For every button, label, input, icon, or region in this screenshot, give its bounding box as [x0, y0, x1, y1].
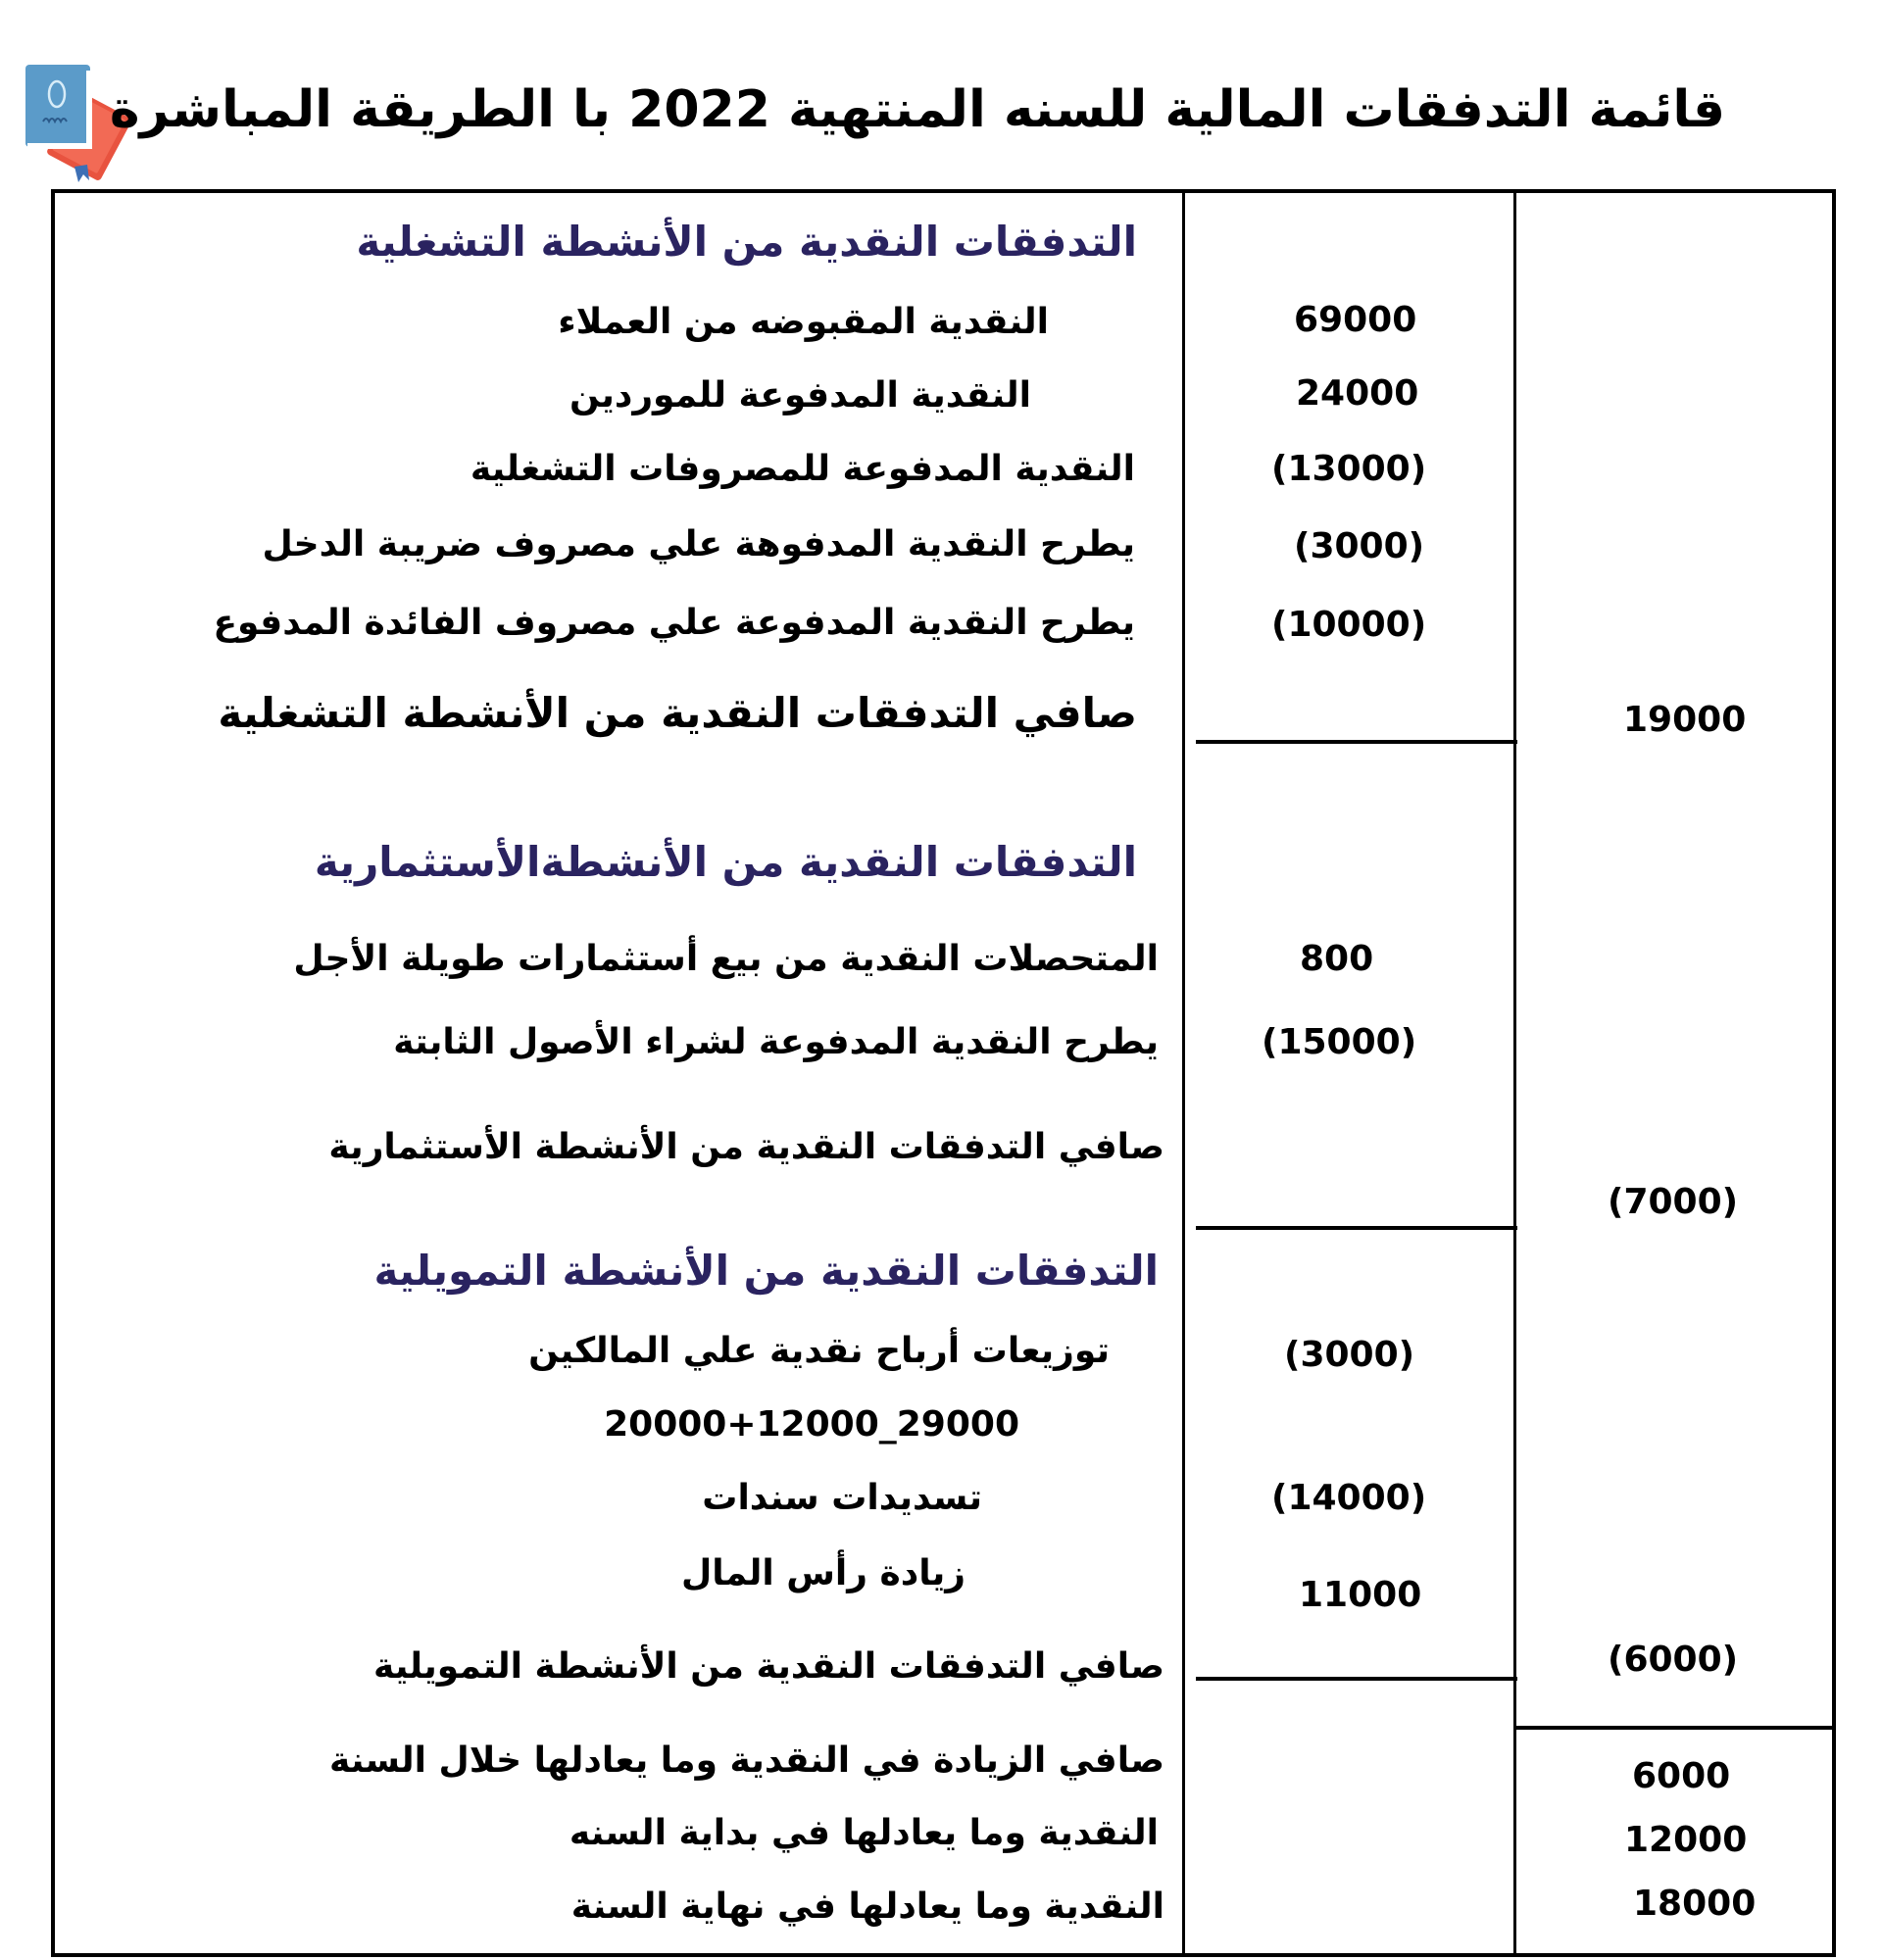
investing-subtotal-rule	[1196, 1226, 1517, 1230]
column-divider-totals	[1513, 191, 1516, 1955]
investing-item-label: يطرح النقدية المدفوعة لشراء الأصول الثابتة	[393, 1022, 1159, 1062]
financing-net-label: صافي التدفقات النقدية من الأنشطة التمويلية	[373, 1646, 1164, 1687]
operating-item-amount: (13000)	[1271, 449, 1427, 489]
financing-item-label: تسديدات سندات	[702, 1478, 982, 1518]
operating-item-amount: 69000	[1294, 300, 1417, 340]
financing-item-amount: (3000)	[1284, 1335, 1415, 1375]
operating-net-label: صافي التدفقات النقدية من الأنشطة التشغلية	[218, 689, 1137, 737]
summary-item-label: صافي الزيادة في النقدية وما يعادلها خلال السنة	[329, 1740, 1164, 1781]
summary-item-amount: 6000	[1632, 1756, 1731, 1796]
summary-item-amount: 12000	[1624, 1820, 1748, 1860]
investing-item-amount: 800	[1300, 939, 1374, 979]
operating-item-amount: (3000)	[1294, 526, 1425, 566]
investing-item-amount: (15000)	[1262, 1022, 1417, 1062]
summary-item-label: النقدية وما يعادلها في نهاية السنة	[570, 1886, 1164, 1927]
financing-item-label: زيادة رأس المال	[680, 1553, 966, 1593]
financing-item-amount: (14000)	[1271, 1478, 1427, 1518]
operating-item-amount: (10000)	[1271, 605, 1427, 645]
financing-item-amount: 11000	[1299, 1575, 1422, 1615]
column-divider-labels	[1182, 191, 1185, 1955]
investing-item-label: المتحصلات النقدية من بيع أستثمارات طويلة الأجل	[293, 939, 1159, 979]
operating-item-label: النقدية المقبوضه من العملاء	[558, 302, 1049, 342]
operating-item-label: النقدية المدفوعة للموردين	[569, 375, 1031, 416]
investing-net-label: صافي التدفقات النقدية من الأنشطة الأستثمارية	[328, 1127, 1164, 1167]
summary-rule	[1515, 1726, 1834, 1730]
page-title: قائمة التدفقات المالية للسنه المنتهية 2022 با الطريقة المباشرة	[109, 80, 1725, 139]
summary-item-label: النقدية وما يعادلها في بداية السنه	[569, 1813, 1159, 1853]
financing-subtotal-rule	[1196, 1677, 1517, 1681]
operating-heading: التدفقات النقدية من الأنشطة التشغلية	[356, 218, 1137, 266]
summary-item-amount: 18000	[1633, 1884, 1757, 1924]
blue-book-icon	[25, 65, 92, 149]
financing-item-label: توزيعات أرباح نقدية علي المالكين	[528, 1331, 1110, 1371]
operating-net-total: 19000	[1623, 700, 1747, 740]
operating-item-label: يطرح النقدية المدفوهة علي مصروف ضريبة الدخل	[262, 524, 1135, 564]
operating-item-amount: 24000	[1296, 373, 1419, 414]
investing-net-total: (7000)	[1608, 1182, 1739, 1222]
financing-net-total: (6000)	[1608, 1640, 1739, 1680]
financing-note-label: 20000+12000_29000	[604, 1404, 1019, 1445]
operating-subtotal-rule	[1196, 740, 1517, 744]
investing-heading: التدفقات النقدية من الأنشطةالأستثمارية	[314, 838, 1137, 886]
operating-item-label: يطرح النقدية المدفوعة علي مصروف الفائدة المدفوع	[213, 603, 1135, 643]
financing-heading: التدفقات النقدية من الأنشطة التمويلية	[373, 1247, 1159, 1295]
operating-item-label: النقدية المدفوعة للمصروفات التشغلية	[470, 449, 1135, 489]
